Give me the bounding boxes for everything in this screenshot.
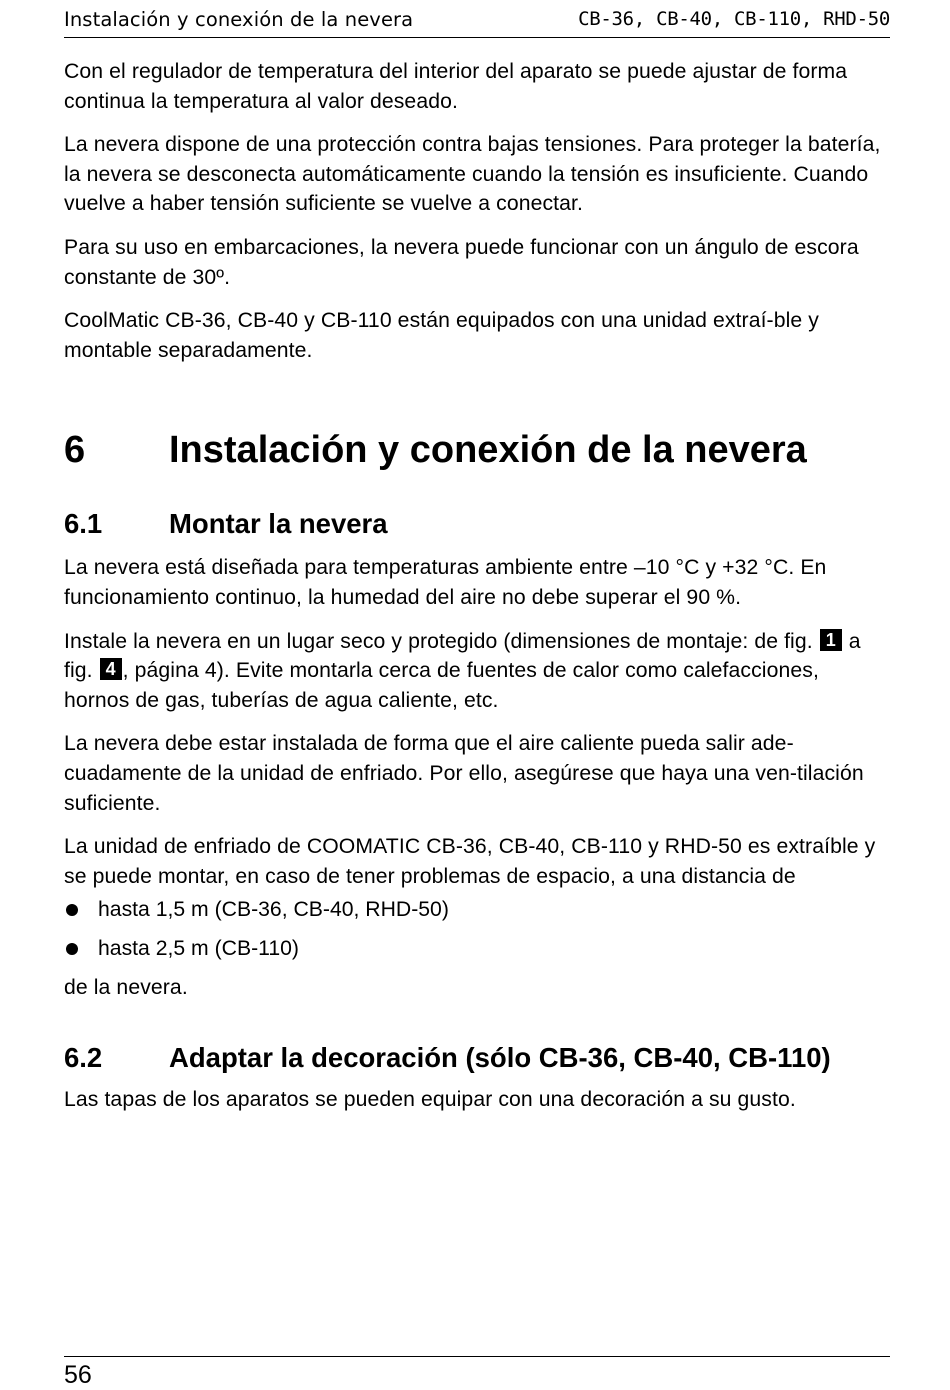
list-item	[64, 934, 890, 964]
section-heading	[64, 507, 890, 541]
section-title: Adaptar la decoración (sólo CB-36, CB-40, CB-110)	[169, 1042, 831, 1074]
document-page	[64, 0, 890, 1389]
paragraph: de la nevera.	[64, 976, 188, 1000]
list-item	[64, 895, 890, 925]
paragraph-with-figure-refs	[64, 627, 890, 716]
list-item-text: hasta 1,5 m (CB-36, CB-40, RHD-50)	[98, 898, 449, 922]
figure-reference-badge[interactable]: 1	[820, 629, 842, 651]
running-footer	[64, 1356, 890, 1390]
bullet-icon	[66, 904, 78, 916]
chapter-heading	[64, 427, 890, 473]
figure-reference-badge[interactable]: 4	[100, 658, 122, 680]
section-number: 6.2	[64, 1042, 103, 1074]
header-models: CB-36, CB-40, CB-110, RHD-50	[578, 8, 890, 30]
section-heading	[64, 1041, 890, 1075]
intro-paragraph: Con el regulador de temperatura del interior del aparato se puede ajustar de forma continua la temperatura al valor deseado.	[64, 60, 848, 113]
chapter-title: Instalación y conexión de la nevera	[169, 429, 807, 472]
running-header	[64, 4, 890, 38]
section-number: 6.1	[64, 508, 103, 540]
paragraph: La nevera está diseñada para temperaturas ambiente entre –10 °C y +32 °C. En funcionamiento continuo, la humedad del aire no debe superar el 90 %.	[64, 556, 827, 609]
text-run: a fig.	[64, 629, 861, 683]
paragraph: La unidad de enfriado de COOMATIC CB-36, CB-40, CB-110 y RHD-50 es extraíble y se puede montar, en caso de tener problemas de espacio, a una distancia de	[64, 835, 876, 888]
page-content	[64, 57, 890, 1129]
bullet-icon	[66, 943, 78, 955]
intro-paragraph: CoolMatic CB-36, CB-40 y CB-110 están equipados con una unidad extraí-ble y montable separadamente.	[64, 309, 819, 362]
chapter-number: 6	[64, 429, 86, 472]
section-title: Montar la nevera	[169, 508, 388, 540]
list-item-text: hasta 2,5 m (CB-110)	[98, 936, 299, 960]
bullet-list	[64, 895, 890, 963]
paragraph: Las tapas de los aparatos se pueden equipar con una decoración a su gusto.	[64, 1088, 796, 1112]
text-run: , página 4). Evite montarla cerca de fuentes de calor como calefacciones, hornos de gas, tuberías de agua caliente, etc.	[64, 659, 819, 712]
intro-paragraph: Para su uso en embarcaciones, la nevera puede funcionar con un ángulo de escora constante de 30º.	[64, 235, 859, 289]
page-number: 56	[64, 1361, 92, 1389]
header-chapter-title: Instalación y conexión de la nevera	[64, 8, 414, 31]
paragraph: La nevera debe estar instalada de forma que el aire caliente pueda salir ade-cuadamente de la unidad de enfriado. Por ello, asegúrese que haya una ven-tilación suficiente.	[64, 732, 864, 815]
text-run: Instale la nevera en un lugar seco y protegido (dimensiones de montaje: de fig.	[64, 629, 813, 653]
intro-paragraph: La nevera dispone de una protección contra bajas tensiones. Para proteger la batería, la nevera se desconecta automáticamente cuando la tensión es insuficiente. Cuando vuelve a haber tensión suficiente se vuelve a conectar.	[64, 133, 881, 216]
